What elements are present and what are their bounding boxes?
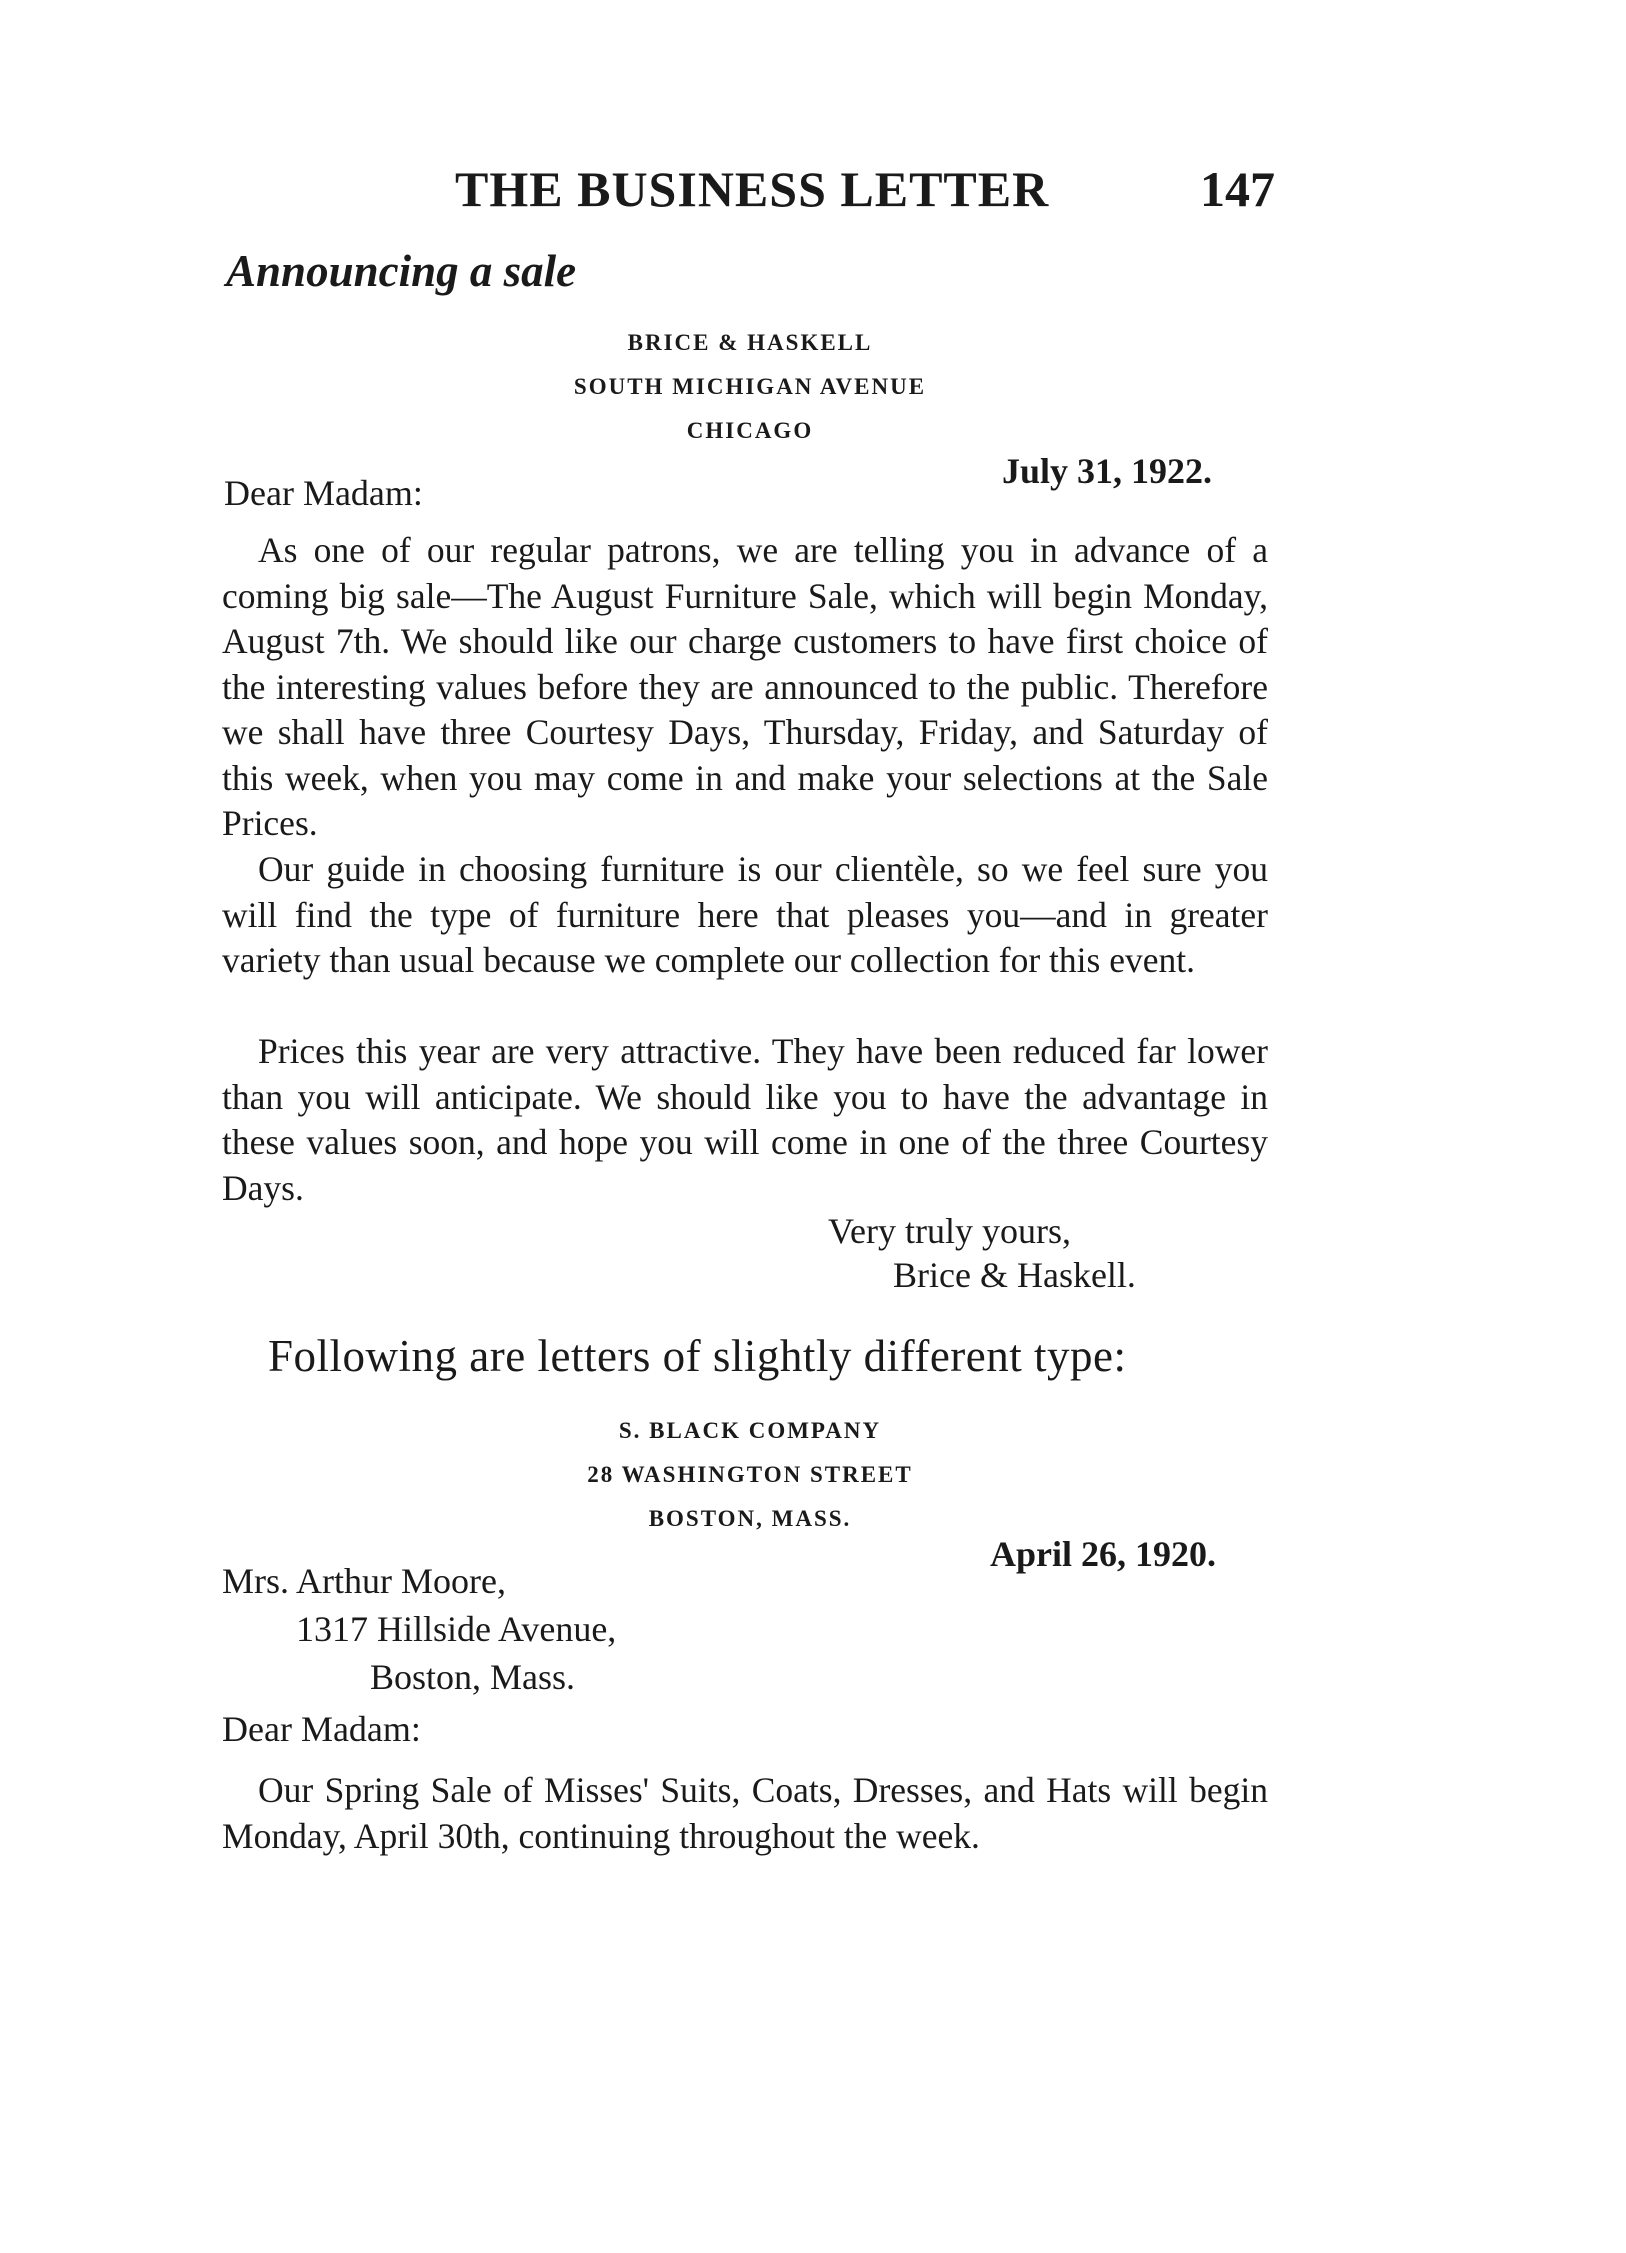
- address-line: Boston, Mass.: [370, 1657, 576, 1697]
- address-line: 1317 Hillside Avenue,: [296, 1609, 617, 1649]
- letterhead-line-2: SOUTH MICHIGAN AVENUE: [573, 374, 927, 399]
- letter-paragraph: Our guide in choosing furniture is our clientèle, so we feel sure you will find the type of furniture here that pleases you—and in greater variety than usual because we complete our collection for this event.: [222, 849, 1268, 980]
- letter-paragraph: Prices this year are very attractive. They have been reduced far lower than you will anticipate. We should like you to have the advantage in these values soon, and hope you will come in one of the three Courtesy Days.: [222, 1031, 1268, 1208]
- letter-date: July 31, 1922.: [1002, 451, 1213, 491]
- letterhead-line-3: BOSTON, MASS.: [648, 1506, 852, 1531]
- letterhead-line-2: 28 WASHINGTON STREET: [587, 1462, 913, 1487]
- letter-date: April 26, 1920.: [990, 1534, 1217, 1574]
- letterhead-line-3: CHICAGO: [686, 418, 814, 443]
- signature: Brice & Haskell.: [893, 1255, 1136, 1295]
- page-number: 147: [1200, 161, 1275, 217]
- salutation: Dear Madam:: [224, 473, 423, 513]
- letterhead-line-1: S. BLACK COMPANY: [618, 1418, 882, 1443]
- address-line: Mrs. Arthur Moore,: [222, 1561, 506, 1601]
- salutation: Dear Madam:: [222, 1709, 421, 1749]
- section-title: Announcing a sale: [226, 246, 577, 296]
- closing: Very truly yours,: [828, 1211, 1071, 1251]
- subheading: Following are letters of slightly different type:: [268, 1331, 1127, 1381]
- letter-paragraph: Our Spring Sale of Misses' Suits, Coats, Dresses, and Hats will begin Monday, April 30th, continuing throughout the week.: [222, 1770, 1268, 1856]
- letterhead-line-1: BRICE & HASKELL: [627, 330, 873, 355]
- letter-paragraph: As one of our regular patrons, we are telling you in advance of a coming big sale—The August Furniture Sale, which will begin Monday, August 7th. We should like our charge customers to have first choice of the interesting values before they are announced to the public. Therefore we shall have three Courtesy Days, Thursday, Friday, and Saturday of this week, when you may come in and make your selections at the Sale Prices.: [222, 530, 1268, 843]
- running-head: THE BUSINESS LETTER: [455, 161, 1050, 217]
